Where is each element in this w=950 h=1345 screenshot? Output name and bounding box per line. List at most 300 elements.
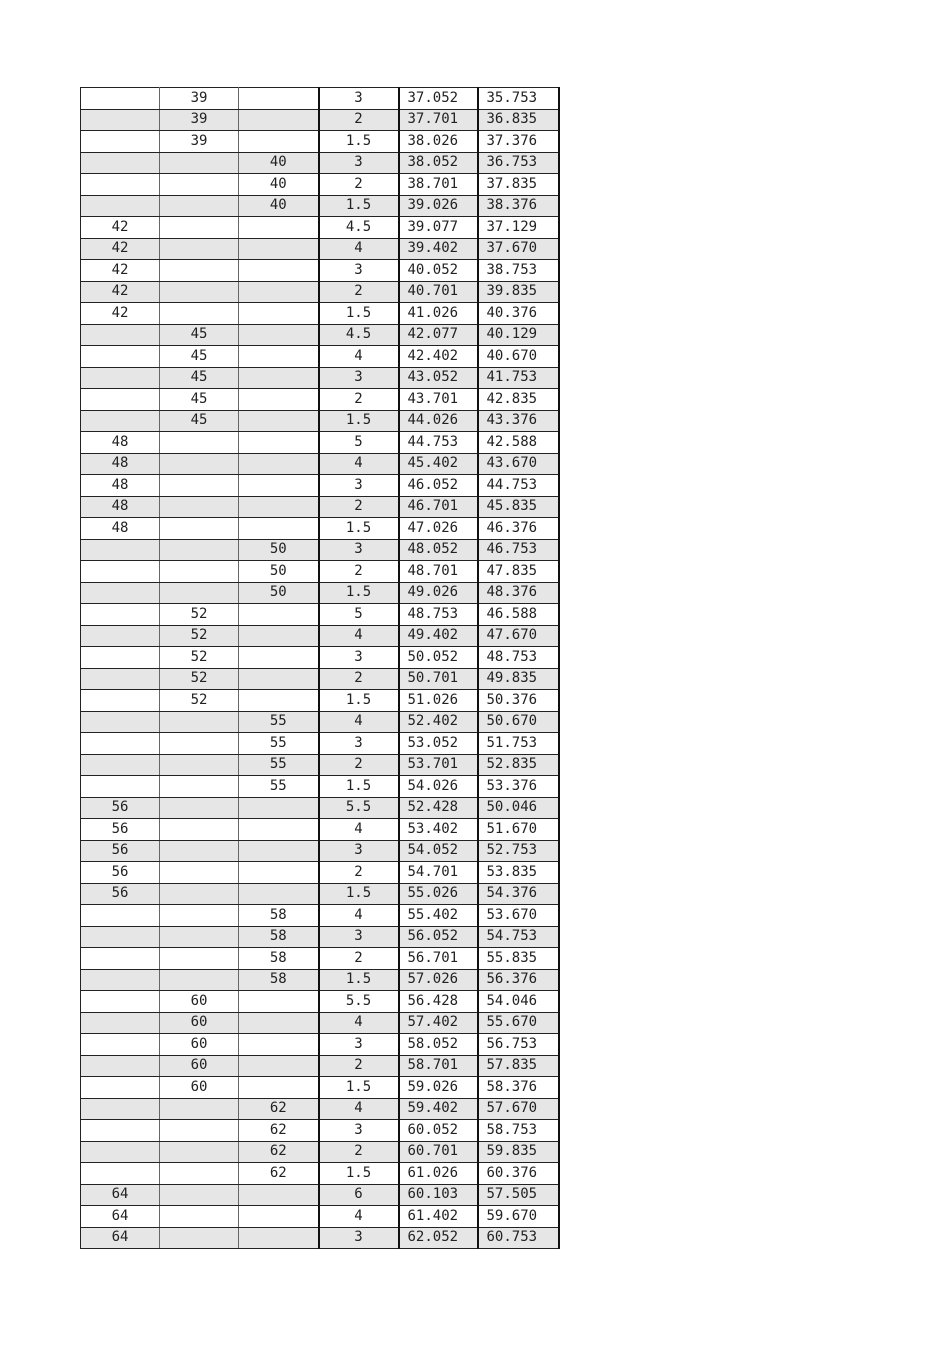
third-series-cell[interactable] [239, 346, 319, 368]
third-series-cell[interactable] [239, 367, 319, 389]
first-series-cell[interactable] [81, 948, 160, 970]
second-series-cell[interactable] [160, 582, 239, 604]
first-series-cell[interactable] [81, 711, 160, 733]
second-series-cell[interactable] [160, 711, 239, 733]
pitch-cell[interactable]: 4 [319, 1206, 399, 1228]
minor-diameter-cell[interactable]: 54.753 [478, 926, 559, 948]
pitch-diameter-cell[interactable]: 39.402 [399, 238, 478, 260]
pitch-cell[interactable]: 2 [319, 496, 399, 518]
second-series-cell[interactable] [160, 174, 239, 196]
pitch-diameter-cell[interactable]: 44.753 [399, 432, 478, 454]
pitch-diameter-cell[interactable]: 48.701 [399, 561, 478, 583]
third-series-cell[interactable] [239, 1012, 319, 1034]
pitch-cell[interactable]: 2 [319, 109, 399, 131]
first-series-cell[interactable] [81, 389, 160, 411]
minor-diameter-cell[interactable]: 50.046 [478, 797, 559, 819]
second-series-cell[interactable] [160, 475, 239, 497]
minor-diameter-cell[interactable]: 50.376 [478, 690, 559, 712]
second-series-cell[interactable]: 45 [160, 324, 239, 346]
minor-diameter-cell[interactable]: 40.376 [478, 303, 559, 325]
minor-diameter-cell[interactable]: 60.376 [478, 1163, 559, 1185]
pitch-diameter-cell[interactable]: 61.026 [399, 1163, 478, 1185]
minor-diameter-cell[interactable]: 56.376 [478, 969, 559, 991]
pitch-cell[interactable]: 4 [319, 819, 399, 841]
minor-diameter-cell[interactable]: 37.376 [478, 131, 559, 153]
third-series-cell[interactable] [239, 88, 319, 110]
first-series-cell[interactable] [81, 926, 160, 948]
first-series-cell[interactable] [81, 1055, 160, 1077]
minor-diameter-cell[interactable]: 36.753 [478, 152, 559, 174]
pitch-diameter-cell[interactable]: 44.026 [399, 410, 478, 432]
pitch-cell[interactable]: 1.5 [319, 969, 399, 991]
minor-diameter-cell[interactable]: 56.753 [478, 1034, 559, 1056]
minor-diameter-cell[interactable]: 36.835 [478, 109, 559, 131]
pitch-cell[interactable]: 4.5 [319, 324, 399, 346]
first-series-cell[interactable] [81, 905, 160, 927]
first-series-cell[interactable] [81, 625, 160, 647]
second-series-cell[interactable]: 39 [160, 109, 239, 131]
second-series-cell[interactable] [160, 496, 239, 518]
first-series-cell[interactable]: 56 [81, 840, 160, 862]
first-series-cell[interactable] [81, 174, 160, 196]
pitch-cell[interactable]: 6 [319, 1184, 399, 1206]
minor-diameter-cell[interactable]: 42.588 [478, 432, 559, 454]
first-series-cell[interactable] [81, 668, 160, 690]
pitch-diameter-cell[interactable]: 46.701 [399, 496, 478, 518]
third-series-cell[interactable] [239, 389, 319, 411]
pitch-diameter-cell[interactable]: 60.701 [399, 1141, 478, 1163]
second-series-cell[interactable] [160, 776, 239, 798]
minor-diameter-cell[interactable]: 53.835 [478, 862, 559, 884]
pitch-diameter-cell[interactable]: 43.052 [399, 367, 478, 389]
minor-diameter-cell[interactable]: 40.129 [478, 324, 559, 346]
second-series-cell[interactable] [160, 840, 239, 862]
minor-diameter-cell[interactable]: 37.835 [478, 174, 559, 196]
pitch-diameter-cell[interactable]: 49.026 [399, 582, 478, 604]
third-series-cell[interactable] [239, 1184, 319, 1206]
third-series-cell[interactable] [239, 1055, 319, 1077]
second-series-cell[interactable]: 52 [160, 647, 239, 669]
pitch-diameter-cell[interactable]: 41.026 [399, 303, 478, 325]
third-series-cell[interactable]: 50 [239, 539, 319, 561]
third-series-cell[interactable] [239, 991, 319, 1013]
first-series-cell[interactable] [81, 367, 160, 389]
minor-diameter-cell[interactable]: 43.670 [478, 453, 559, 475]
pitch-diameter-cell[interactable]: 52.428 [399, 797, 478, 819]
pitch-cell[interactable]: 1.5 [319, 518, 399, 540]
pitch-diameter-cell[interactable]: 53.402 [399, 819, 478, 841]
pitch-diameter-cell[interactable]: 51.026 [399, 690, 478, 712]
minor-diameter-cell[interactable]: 60.753 [478, 1227, 559, 1249]
pitch-diameter-cell[interactable]: 42.077 [399, 324, 478, 346]
third-series-cell[interactable] [239, 303, 319, 325]
first-series-cell[interactable] [81, 88, 160, 110]
minor-diameter-cell[interactable]: 48.753 [478, 647, 559, 669]
pitch-cell[interactable]: 2 [319, 948, 399, 970]
third-series-cell[interactable] [239, 668, 319, 690]
pitch-cell[interactable]: 2 [319, 668, 399, 690]
third-series-cell[interactable] [239, 883, 319, 905]
pitch-cell[interactable]: 5.5 [319, 991, 399, 1013]
pitch-cell[interactable]: 1.5 [319, 883, 399, 905]
second-series-cell[interactable]: 39 [160, 88, 239, 110]
pitch-cell[interactable]: 4 [319, 1012, 399, 1034]
third-series-cell[interactable] [239, 862, 319, 884]
third-series-cell[interactable] [239, 475, 319, 497]
minor-diameter-cell[interactable]: 45.835 [478, 496, 559, 518]
pitch-cell[interactable]: 1.5 [319, 776, 399, 798]
first-series-cell[interactable] [81, 690, 160, 712]
first-series-cell[interactable] [81, 991, 160, 1013]
third-series-cell[interactable] [239, 1227, 319, 1249]
third-series-cell[interactable]: 40 [239, 174, 319, 196]
minor-diameter-cell[interactable]: 46.588 [478, 604, 559, 626]
minor-diameter-cell[interactable]: 57.835 [478, 1055, 559, 1077]
second-series-cell[interactable] [160, 883, 239, 905]
first-series-cell[interactable] [81, 1098, 160, 1120]
minor-diameter-cell[interactable]: 47.670 [478, 625, 559, 647]
second-series-cell[interactable]: 52 [160, 690, 239, 712]
pitch-cell[interactable]: 5 [319, 432, 399, 454]
second-series-cell[interactable]: 52 [160, 668, 239, 690]
third-series-cell[interactable] [239, 131, 319, 153]
minor-diameter-cell[interactable]: 54.046 [478, 991, 559, 1013]
second-series-cell[interactable] [160, 819, 239, 841]
first-series-cell[interactable] [81, 1163, 160, 1185]
third-series-cell[interactable]: 58 [239, 926, 319, 948]
third-series-cell[interactable]: 62 [239, 1120, 319, 1142]
pitch-cell[interactable]: 1.5 [319, 303, 399, 325]
first-series-cell[interactable] [81, 582, 160, 604]
first-series-cell[interactable]: 42 [81, 303, 160, 325]
minor-diameter-cell[interactable]: 53.670 [478, 905, 559, 927]
third-series-cell[interactable] [239, 496, 319, 518]
third-series-cell[interactable]: 50 [239, 582, 319, 604]
first-series-cell[interactable]: 64 [81, 1184, 160, 1206]
pitch-diameter-cell[interactable]: 46.052 [399, 475, 478, 497]
minor-diameter-cell[interactable]: 55.835 [478, 948, 559, 970]
minor-diameter-cell[interactable]: 54.376 [478, 883, 559, 905]
second-series-cell[interactable] [160, 217, 239, 239]
pitch-diameter-cell[interactable]: 58.052 [399, 1034, 478, 1056]
pitch-diameter-cell[interactable]: 60.103 [399, 1184, 478, 1206]
pitch-diameter-cell[interactable]: 48.753 [399, 604, 478, 626]
second-series-cell[interactable] [160, 948, 239, 970]
third-series-cell[interactable] [239, 217, 319, 239]
second-series-cell[interactable] [160, 195, 239, 217]
second-series-cell[interactable] [160, 905, 239, 927]
pitch-cell[interactable]: 1.5 [319, 690, 399, 712]
first-series-cell[interactable] [81, 152, 160, 174]
pitch-cell[interactable]: 1.5 [319, 582, 399, 604]
second-series-cell[interactable]: 60 [160, 1012, 239, 1034]
minor-diameter-cell[interactable]: 46.376 [478, 518, 559, 540]
first-series-cell[interactable]: 42 [81, 238, 160, 260]
pitch-cell[interactable]: 3 [319, 647, 399, 669]
pitch-cell[interactable]: 2 [319, 1055, 399, 1077]
pitch-cell[interactable]: 3 [319, 88, 399, 110]
second-series-cell[interactable] [160, 432, 239, 454]
pitch-cell[interactable]: 3 [319, 1120, 399, 1142]
third-series-cell[interactable] [239, 1034, 319, 1056]
pitch-diameter-cell[interactable]: 50.052 [399, 647, 478, 669]
third-series-cell[interactable] [239, 238, 319, 260]
pitch-diameter-cell[interactable]: 38.026 [399, 131, 478, 153]
pitch-diameter-cell[interactable]: 37.052 [399, 88, 478, 110]
pitch-cell[interactable]: 3 [319, 1034, 399, 1056]
first-series-cell[interactable]: 48 [81, 453, 160, 475]
minor-diameter-cell[interactable]: 44.753 [478, 475, 559, 497]
pitch-cell[interactable]: 1.5 [319, 131, 399, 153]
second-series-cell[interactable] [160, 453, 239, 475]
second-series-cell[interactable]: 45 [160, 389, 239, 411]
third-series-cell[interactable] [239, 1077, 319, 1099]
first-series-cell[interactable] [81, 346, 160, 368]
first-series-cell[interactable]: 56 [81, 883, 160, 905]
minor-diameter-cell[interactable]: 57.505 [478, 1184, 559, 1206]
pitch-diameter-cell[interactable]: 56.052 [399, 926, 478, 948]
pitch-diameter-cell[interactable]: 38.052 [399, 152, 478, 174]
pitch-cell[interactable]: 3 [319, 840, 399, 862]
pitch-cell[interactable]: 3 [319, 539, 399, 561]
pitch-diameter-cell[interactable]: 53.052 [399, 733, 478, 755]
minor-diameter-cell[interactable]: 37.129 [478, 217, 559, 239]
second-series-cell[interactable] [160, 1120, 239, 1142]
minor-diameter-cell[interactable]: 58.753 [478, 1120, 559, 1142]
second-series-cell[interactable] [160, 862, 239, 884]
pitch-cell[interactable]: 1.5 [319, 1077, 399, 1099]
minor-diameter-cell[interactable]: 57.670 [478, 1098, 559, 1120]
third-series-cell[interactable] [239, 690, 319, 712]
minor-diameter-cell[interactable]: 51.753 [478, 733, 559, 755]
minor-diameter-cell[interactable]: 46.753 [478, 539, 559, 561]
second-series-cell[interactable] [160, 518, 239, 540]
third-series-cell[interactable] [239, 324, 319, 346]
third-series-cell[interactable] [239, 109, 319, 131]
third-series-cell[interactable] [239, 432, 319, 454]
pitch-diameter-cell[interactable]: 43.701 [399, 389, 478, 411]
pitch-cell[interactable]: 4 [319, 238, 399, 260]
pitch-diameter-cell[interactable]: 58.701 [399, 1055, 478, 1077]
second-series-cell[interactable] [160, 539, 239, 561]
pitch-cell[interactable]: 5 [319, 604, 399, 626]
pitch-diameter-cell[interactable]: 54.701 [399, 862, 478, 884]
minor-diameter-cell[interactable]: 37.670 [478, 238, 559, 260]
first-series-cell[interactable] [81, 131, 160, 153]
first-series-cell[interactable]: 42 [81, 281, 160, 303]
first-series-cell[interactable] [81, 969, 160, 991]
second-series-cell[interactable]: 39 [160, 131, 239, 153]
minor-diameter-cell[interactable]: 49.835 [478, 668, 559, 690]
pitch-cell[interactable]: 4 [319, 346, 399, 368]
first-series-cell[interactable] [81, 604, 160, 626]
second-series-cell[interactable] [160, 733, 239, 755]
minor-diameter-cell[interactable]: 38.753 [478, 260, 559, 282]
third-series-cell[interactable] [239, 518, 319, 540]
minor-diameter-cell[interactable]: 47.835 [478, 561, 559, 583]
minor-diameter-cell[interactable]: 35.753 [478, 88, 559, 110]
first-series-cell[interactable]: 64 [81, 1206, 160, 1228]
first-series-cell[interactable]: 42 [81, 260, 160, 282]
pitch-diameter-cell[interactable]: 57.026 [399, 969, 478, 991]
second-series-cell[interactable] [160, 281, 239, 303]
second-series-cell[interactable] [160, 152, 239, 174]
second-series-cell[interactable]: 60 [160, 1034, 239, 1056]
first-series-cell[interactable]: 48 [81, 475, 160, 497]
minor-diameter-cell[interactable]: 52.835 [478, 754, 559, 776]
minor-diameter-cell[interactable]: 41.753 [478, 367, 559, 389]
first-series-cell[interactable] [81, 1120, 160, 1142]
pitch-cell[interactable]: 4 [319, 905, 399, 927]
second-series-cell[interactable] [160, 1206, 239, 1228]
pitch-cell[interactable]: 4.5 [319, 217, 399, 239]
pitch-cell[interactable]: 2 [319, 281, 399, 303]
first-series-cell[interactable] [81, 754, 160, 776]
third-series-cell[interactable] [239, 797, 319, 819]
minor-diameter-cell[interactable]: 50.670 [478, 711, 559, 733]
first-series-cell[interactable] [81, 733, 160, 755]
pitch-diameter-cell[interactable]: 50.701 [399, 668, 478, 690]
minor-diameter-cell[interactable]: 42.835 [478, 389, 559, 411]
pitch-diameter-cell[interactable]: 38.701 [399, 174, 478, 196]
first-series-cell[interactable] [81, 1012, 160, 1034]
third-series-cell[interactable] [239, 625, 319, 647]
third-series-cell[interactable]: 62 [239, 1098, 319, 1120]
pitch-diameter-cell[interactable]: 39.077 [399, 217, 478, 239]
second-series-cell[interactable]: 45 [160, 367, 239, 389]
pitch-diameter-cell[interactable]: 42.402 [399, 346, 478, 368]
second-series-cell[interactable]: 45 [160, 346, 239, 368]
second-series-cell[interactable] [160, 260, 239, 282]
first-series-cell[interactable]: 64 [81, 1227, 160, 1249]
pitch-cell[interactable]: 3 [319, 1227, 399, 1249]
pitch-diameter-cell[interactable]: 55.402 [399, 905, 478, 927]
first-series-cell[interactable] [81, 1141, 160, 1163]
first-series-cell[interactable]: 48 [81, 432, 160, 454]
pitch-diameter-cell[interactable]: 57.402 [399, 1012, 478, 1034]
pitch-diameter-cell[interactable]: 62.052 [399, 1227, 478, 1249]
pitch-diameter-cell[interactable]: 59.026 [399, 1077, 478, 1099]
first-series-cell[interactable]: 56 [81, 862, 160, 884]
pitch-cell[interactable]: 5.5 [319, 797, 399, 819]
third-series-cell[interactable] [239, 453, 319, 475]
second-series-cell[interactable] [160, 561, 239, 583]
minor-diameter-cell[interactable]: 58.376 [478, 1077, 559, 1099]
minor-diameter-cell[interactable]: 51.670 [478, 819, 559, 841]
second-series-cell[interactable]: 52 [160, 604, 239, 626]
third-series-cell[interactable] [239, 604, 319, 626]
pitch-cell[interactable]: 1.5 [319, 410, 399, 432]
third-series-cell[interactable]: 58 [239, 948, 319, 970]
second-series-cell[interactable] [160, 754, 239, 776]
second-series-cell[interactable] [160, 1163, 239, 1185]
pitch-diameter-cell[interactable]: 47.026 [399, 518, 478, 540]
second-series-cell[interactable]: 60 [160, 1077, 239, 1099]
pitch-cell[interactable]: 2 [319, 754, 399, 776]
pitch-cell[interactable]: 2 [319, 174, 399, 196]
pitch-diameter-cell[interactable]: 40.701 [399, 281, 478, 303]
third-series-cell[interactable]: 40 [239, 152, 319, 174]
minor-diameter-cell[interactable]: 40.670 [478, 346, 559, 368]
first-series-cell[interactable]: 56 [81, 819, 160, 841]
third-series-cell[interactable] [239, 281, 319, 303]
first-series-cell[interactable] [81, 539, 160, 561]
second-series-cell[interactable] [160, 303, 239, 325]
pitch-diameter-cell[interactable]: 45.402 [399, 453, 478, 475]
first-series-cell[interactable] [81, 195, 160, 217]
first-series-cell[interactable] [81, 647, 160, 669]
third-series-cell[interactable]: 55 [239, 733, 319, 755]
minor-diameter-cell[interactable]: 59.835 [478, 1141, 559, 1163]
second-series-cell[interactable]: 52 [160, 625, 239, 647]
pitch-cell[interactable]: 1.5 [319, 1163, 399, 1185]
pitch-diameter-cell[interactable]: 40.052 [399, 260, 478, 282]
pitch-cell[interactable]: 3 [319, 926, 399, 948]
minor-diameter-cell[interactable]: 55.670 [478, 1012, 559, 1034]
first-series-cell[interactable]: 56 [81, 797, 160, 819]
minor-diameter-cell[interactable]: 59.670 [478, 1206, 559, 1228]
third-series-cell[interactable] [239, 819, 319, 841]
pitch-diameter-cell[interactable]: 48.052 [399, 539, 478, 561]
pitch-diameter-cell[interactable]: 61.402 [399, 1206, 478, 1228]
first-series-cell[interactable] [81, 1034, 160, 1056]
first-series-cell[interactable] [81, 1077, 160, 1099]
pitch-diameter-cell[interactable]: 54.026 [399, 776, 478, 798]
third-series-cell[interactable]: 62 [239, 1141, 319, 1163]
second-series-cell[interactable]: 45 [160, 410, 239, 432]
pitch-cell[interactable]: 2 [319, 561, 399, 583]
second-series-cell[interactable] [160, 1184, 239, 1206]
pitch-diameter-cell[interactable]: 60.052 [399, 1120, 478, 1142]
pitch-cell[interactable]: 2 [319, 862, 399, 884]
pitch-cell[interactable]: 3 [319, 367, 399, 389]
pitch-cell[interactable]: 1.5 [319, 195, 399, 217]
second-series-cell[interactable] [160, 926, 239, 948]
pitch-cell[interactable]: 3 [319, 733, 399, 755]
third-series-cell[interactable]: 55 [239, 776, 319, 798]
second-series-cell[interactable] [160, 797, 239, 819]
pitch-cell[interactable]: 4 [319, 453, 399, 475]
second-series-cell[interactable] [160, 1141, 239, 1163]
first-series-cell[interactable]: 48 [81, 496, 160, 518]
first-series-cell[interactable]: 48 [81, 518, 160, 540]
first-series-cell[interactable]: 42 [81, 217, 160, 239]
third-series-cell[interactable]: 55 [239, 754, 319, 776]
pitch-diameter-cell[interactable]: 37.701 [399, 109, 478, 131]
pitch-diameter-cell[interactable]: 56.701 [399, 948, 478, 970]
minor-diameter-cell[interactable]: 39.835 [478, 281, 559, 303]
pitch-diameter-cell[interactable]: 39.026 [399, 195, 478, 217]
second-series-cell[interactable] [160, 238, 239, 260]
second-series-cell[interactable] [160, 1227, 239, 1249]
minor-diameter-cell[interactable]: 53.376 [478, 776, 559, 798]
pitch-diameter-cell[interactable]: 49.402 [399, 625, 478, 647]
third-series-cell[interactable]: 58 [239, 905, 319, 927]
pitch-cell[interactable]: 2 [319, 389, 399, 411]
pitch-cell[interactable]: 4 [319, 625, 399, 647]
second-series-cell[interactable] [160, 1098, 239, 1120]
second-series-cell[interactable]: 60 [160, 1055, 239, 1077]
pitch-diameter-cell[interactable]: 55.026 [399, 883, 478, 905]
pitch-cell[interactable]: 3 [319, 260, 399, 282]
first-series-cell[interactable] [81, 776, 160, 798]
pitch-cell[interactable]: 3 [319, 152, 399, 174]
minor-diameter-cell[interactable]: 48.376 [478, 582, 559, 604]
third-series-cell[interactable] [239, 840, 319, 862]
third-series-cell[interactable]: 62 [239, 1163, 319, 1185]
pitch-diameter-cell[interactable]: 54.052 [399, 840, 478, 862]
pitch-cell[interactable]: 4 [319, 711, 399, 733]
